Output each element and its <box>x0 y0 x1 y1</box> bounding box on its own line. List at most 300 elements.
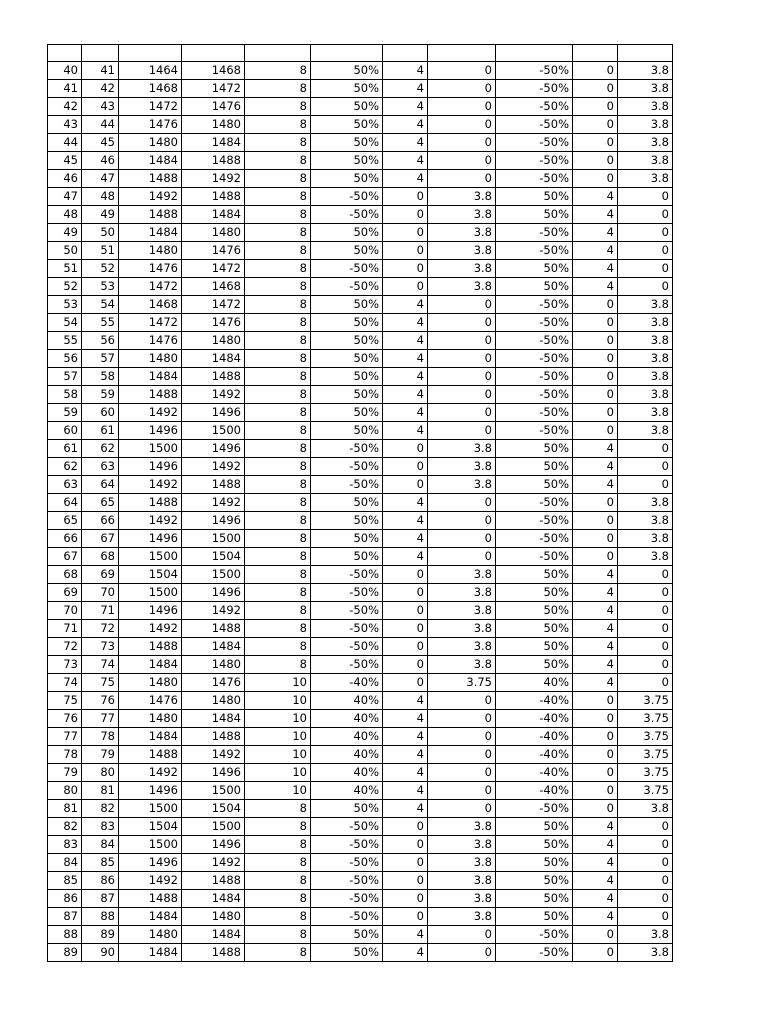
table-cell: 1492 <box>182 170 245 188</box>
table-row <box>48 368 673 386</box>
table-cell: 50% <box>311 152 383 170</box>
table-cell: 1472 <box>182 260 245 278</box>
table-cell: 1500 <box>119 836 182 854</box>
table-cell: -50% <box>496 98 573 116</box>
table-cell: 0 <box>618 656 673 674</box>
table-row <box>48 710 673 728</box>
table-cell: -50% <box>311 440 383 458</box>
table-cell: 0 <box>573 404 618 422</box>
table-cell: 3.75 <box>618 710 673 728</box>
table-cell: 1476 <box>182 314 245 332</box>
table-cell: 8 <box>245 332 311 350</box>
table-cell: 1496 <box>182 764 245 782</box>
table-cell: 0 <box>428 548 496 566</box>
table-cell: 8 <box>245 656 311 674</box>
table-cell: 8 <box>245 80 311 98</box>
table-cell: 3.8 <box>428 584 496 602</box>
table-cell: 10 <box>245 674 311 692</box>
table-cell: 1496 <box>119 458 182 476</box>
table-cell: 50% <box>496 566 573 584</box>
table-cell: 50% <box>311 332 383 350</box>
table-cell: 40% <box>311 764 383 782</box>
table-cell: -50% <box>496 944 573 962</box>
table-cell: -50% <box>311 206 383 224</box>
table-row <box>48 602 673 620</box>
table-cell: 10 <box>245 728 311 746</box>
table-cell: 78 <box>48 746 82 764</box>
table-cell: -50% <box>496 242 573 260</box>
table-cell: 0 <box>428 944 496 962</box>
table-cell: 73 <box>82 638 119 656</box>
table-cell: 4 <box>573 872 618 890</box>
table-cell: 3.8 <box>428 242 496 260</box>
header-cell <box>311 45 383 62</box>
table-cell: 1492 <box>182 746 245 764</box>
table-cell: 0 <box>428 350 496 368</box>
table-cell: 0 <box>383 458 428 476</box>
table-cell: -50% <box>496 800 573 818</box>
table-cell: 61 <box>82 422 119 440</box>
table-row <box>48 944 673 962</box>
table-cell: 4 <box>383 926 428 944</box>
table-cell: 45 <box>82 134 119 152</box>
table-cell: 59 <box>48 404 82 422</box>
table-cell: 4 <box>383 314 428 332</box>
table-cell: 50% <box>496 476 573 494</box>
table-cell: 8 <box>245 620 311 638</box>
table-cell: 1480 <box>182 116 245 134</box>
table-cell: 4 <box>383 368 428 386</box>
table-cell: 1468 <box>119 296 182 314</box>
table-cell: 87 <box>48 908 82 926</box>
table-cell: 48 <box>82 188 119 206</box>
table-cell: 77 <box>48 728 82 746</box>
table-cell: -40% <box>496 764 573 782</box>
table-cell: 1492 <box>119 476 182 494</box>
table-cell: 4 <box>383 296 428 314</box>
table-cell: 1496 <box>182 836 245 854</box>
table-cell: 1488 <box>119 386 182 404</box>
table-cell: 77 <box>82 710 119 728</box>
table-cell: 3.8 <box>618 116 673 134</box>
table-cell: 1500 <box>182 566 245 584</box>
table-cell: 0 <box>573 494 618 512</box>
table-cell: 1480 <box>182 656 245 674</box>
table-cell: 0 <box>428 116 496 134</box>
table-cell: 0 <box>383 620 428 638</box>
table-cell: 1476 <box>182 242 245 260</box>
table-cell: 0 <box>573 368 618 386</box>
table-cell: 0 <box>618 242 673 260</box>
table-cell: -50% <box>496 512 573 530</box>
table-cell: 8 <box>245 242 311 260</box>
table-cell: -50% <box>311 278 383 296</box>
table-cell: 50% <box>496 206 573 224</box>
table-cell: 8 <box>245 404 311 422</box>
table-cell: 0 <box>383 440 428 458</box>
table-cell: 1492 <box>119 188 182 206</box>
table-cell: -50% <box>496 296 573 314</box>
table-cell: 1500 <box>119 800 182 818</box>
table-row <box>48 458 673 476</box>
table-cell: 73 <box>48 656 82 674</box>
table-cell: 8 <box>245 494 311 512</box>
table-cell: 50% <box>496 620 573 638</box>
table-cell: 74 <box>82 656 119 674</box>
table-cell: 40 <box>48 62 82 80</box>
table-cell: 1488 <box>182 944 245 962</box>
table-cell: -50% <box>496 350 573 368</box>
table-cell: 42 <box>82 80 119 98</box>
table-cell: 8 <box>245 908 311 926</box>
table-cell: 3.8 <box>618 62 673 80</box>
table-cell: 0 <box>573 152 618 170</box>
table-cell: 1492 <box>182 854 245 872</box>
table-cell: 4 <box>383 116 428 134</box>
table-cell: 0 <box>428 800 496 818</box>
table-cell: 0 <box>428 368 496 386</box>
table-cell: 3.75 <box>428 674 496 692</box>
table-cell: 4 <box>383 350 428 368</box>
table-cell: 1500 <box>182 530 245 548</box>
table-cell: 0 <box>573 170 618 188</box>
table-cell: 40% <box>311 746 383 764</box>
table-cell: 10 <box>245 692 311 710</box>
table-cell: 1492 <box>119 512 182 530</box>
table-cell: 1480 <box>119 134 182 152</box>
table-cell: 0 <box>573 350 618 368</box>
table-cell: 4 <box>573 674 618 692</box>
table-cell: 79 <box>48 764 82 782</box>
table-cell: 50% <box>496 818 573 836</box>
table-cell: 80 <box>82 764 119 782</box>
table-cell: 3.8 <box>428 656 496 674</box>
table-cell: 1500 <box>182 422 245 440</box>
table-cell: 50% <box>496 854 573 872</box>
table-cell: 8 <box>245 422 311 440</box>
table-cell: 0 <box>573 710 618 728</box>
table-cell: 1484 <box>182 926 245 944</box>
table-cell: 1496 <box>182 584 245 602</box>
table-cell: 0 <box>618 584 673 602</box>
table-cell: 59 <box>82 386 119 404</box>
table-row <box>48 674 673 692</box>
table-cell: 0 <box>618 872 673 890</box>
table-cell: 1472 <box>182 296 245 314</box>
table-cell: 1488 <box>119 494 182 512</box>
table-cell: -50% <box>311 638 383 656</box>
table-cell: 4 <box>383 530 428 548</box>
table-cell: -50% <box>311 566 383 584</box>
table-cell: 3.8 <box>428 836 496 854</box>
table-cell: 0 <box>428 692 496 710</box>
table-cell: 50% <box>496 890 573 908</box>
table-row <box>48 332 673 350</box>
table-cell: 57 <box>82 350 119 368</box>
table-cell: 65 <box>82 494 119 512</box>
table-cell: -50% <box>311 872 383 890</box>
table-row <box>48 98 673 116</box>
table-cell: 80 <box>48 782 82 800</box>
table-cell: 67 <box>48 548 82 566</box>
table-row <box>48 566 673 584</box>
table-cell: 50% <box>311 422 383 440</box>
table-cell: 4 <box>383 692 428 710</box>
table-cell: 8 <box>245 170 311 188</box>
table-cell: 4 <box>573 440 618 458</box>
header-cell <box>182 45 245 62</box>
table-cell: 0 <box>383 638 428 656</box>
table-cell: 3.8 <box>428 188 496 206</box>
table-cell: 56 <box>82 332 119 350</box>
table-row <box>48 854 673 872</box>
table-cell: 8 <box>245 800 311 818</box>
table-row <box>48 188 673 206</box>
table-cell: 70 <box>48 602 82 620</box>
table-row <box>48 584 673 602</box>
header-cell <box>245 45 311 62</box>
table-cell: 3.8 <box>428 890 496 908</box>
table-cell: 76 <box>48 710 82 728</box>
table-cell: 4 <box>573 188 618 206</box>
table-cell: 8 <box>245 62 311 80</box>
table-cell: 8 <box>245 548 311 566</box>
table-row <box>48 746 673 764</box>
table-cell: 0 <box>573 926 618 944</box>
table-cell: 46 <box>82 152 119 170</box>
table-cell: 75 <box>48 692 82 710</box>
table-cell: 8 <box>245 368 311 386</box>
table-cell: 1504 <box>119 818 182 836</box>
table-cell: 4 <box>383 764 428 782</box>
table-cell: 4 <box>573 278 618 296</box>
header-cell <box>618 45 673 62</box>
table-cell: 79 <box>82 746 119 764</box>
table-cell: 1476 <box>182 98 245 116</box>
table-cell: 3.8 <box>428 260 496 278</box>
table-row <box>48 386 673 404</box>
table-row <box>48 62 673 80</box>
table-cell: 0 <box>383 872 428 890</box>
table-cell: -50% <box>496 152 573 170</box>
table-cell: 1480 <box>119 710 182 728</box>
table-cell: 4 <box>383 710 428 728</box>
table-cell: 50% <box>311 134 383 152</box>
table-cell: 83 <box>82 818 119 836</box>
table-cell: 4 <box>383 746 428 764</box>
table-cell: 0 <box>573 62 618 80</box>
table-cell: 4 <box>383 782 428 800</box>
table-row <box>48 170 673 188</box>
table-cell: 0 <box>573 512 618 530</box>
table-cell: 0 <box>383 188 428 206</box>
table-cell: 3.8 <box>428 440 496 458</box>
table-cell: 0 <box>618 260 673 278</box>
table-cell: 4 <box>383 98 428 116</box>
table-cell: -50% <box>311 584 383 602</box>
table-cell: 3.8 <box>618 152 673 170</box>
table-cell: -50% <box>311 458 383 476</box>
table-cell: 74 <box>48 674 82 692</box>
table-row <box>48 242 673 260</box>
table-cell: 1480 <box>182 692 245 710</box>
table-cell: 4 <box>573 836 618 854</box>
header-cell <box>119 45 182 62</box>
table-row <box>48 656 673 674</box>
table-cell: -50% <box>496 422 573 440</box>
table-cell: 50% <box>311 224 383 242</box>
table-cell: 3.8 <box>428 224 496 242</box>
table-cell: 55 <box>82 314 119 332</box>
table-cell: 3.8 <box>618 98 673 116</box>
table-cell: 3.8 <box>428 818 496 836</box>
table-cell: 50% <box>496 602 573 620</box>
table-cell: 0 <box>573 332 618 350</box>
table-cell: 52 <box>48 278 82 296</box>
table-cell: 1484 <box>119 656 182 674</box>
table-cell: 3.8 <box>428 566 496 584</box>
table-cell: 8 <box>245 152 311 170</box>
table-cell: 3.8 <box>618 134 673 152</box>
table-cell: 1492 <box>182 494 245 512</box>
table-cell: 53 <box>48 296 82 314</box>
table-cell: 0 <box>618 818 673 836</box>
table-cell: 51 <box>82 242 119 260</box>
table-cell: 3.8 <box>428 854 496 872</box>
table-cell: 65 <box>48 512 82 530</box>
table-cell: 71 <box>82 602 119 620</box>
table-cell: 50% <box>311 350 383 368</box>
table-cell: 0 <box>428 926 496 944</box>
table-cell: 8 <box>245 638 311 656</box>
table-cell: 4 <box>383 494 428 512</box>
table-cell: 86 <box>48 890 82 908</box>
table-cell: 8 <box>245 314 311 332</box>
table-row <box>48 278 673 296</box>
table-cell: 0 <box>573 782 618 800</box>
table-row <box>48 764 673 782</box>
table-cell: 1480 <box>119 350 182 368</box>
table-cell: 0 <box>573 314 618 332</box>
header-cell <box>48 45 82 62</box>
table-cell: 4 <box>383 62 428 80</box>
table-row <box>48 836 673 854</box>
table-cell: -50% <box>496 386 573 404</box>
table-cell: 3.8 <box>618 350 673 368</box>
table-cell: 82 <box>82 800 119 818</box>
table-cell: 50 <box>48 242 82 260</box>
table-cell: 4 <box>383 386 428 404</box>
table-cell: 4 <box>573 602 618 620</box>
table-cell: 4 <box>573 890 618 908</box>
table-cell: 50% <box>311 170 383 188</box>
table-cell: 8 <box>245 278 311 296</box>
table-cell: -50% <box>496 926 573 944</box>
table-cell: 0 <box>618 278 673 296</box>
table-cell: 8 <box>245 98 311 116</box>
table-cell: 1480 <box>119 242 182 260</box>
table-cell: 3.75 <box>618 764 673 782</box>
table-cell: 1500 <box>182 818 245 836</box>
table-cell: 40% <box>496 674 573 692</box>
table-cell: 60 <box>48 422 82 440</box>
table-cell: 0 <box>428 710 496 728</box>
table-cell: -50% <box>496 224 573 242</box>
table-cell: 49 <box>48 224 82 242</box>
table-row <box>48 548 673 566</box>
table-cell: 8 <box>245 206 311 224</box>
table-cell: 50% <box>311 386 383 404</box>
table-row <box>48 314 673 332</box>
table-row <box>48 530 673 548</box>
table-cell: 50% <box>311 98 383 116</box>
table-cell: 0 <box>618 476 673 494</box>
table-cell: 50% <box>311 80 383 98</box>
table-row <box>48 908 673 926</box>
table-cell: 1488 <box>182 152 245 170</box>
table-cell: 3.8 <box>428 206 496 224</box>
table-cell: 4 <box>383 800 428 818</box>
table-cell: 1488 <box>119 170 182 188</box>
table-cell: 58 <box>48 386 82 404</box>
table-cell: -40% <box>496 782 573 800</box>
table-cell: 3.8 <box>618 494 673 512</box>
table-cell: 64 <box>48 494 82 512</box>
table-cell: 0 <box>573 116 618 134</box>
table-cell: 47 <box>48 188 82 206</box>
table-cell: 4 <box>573 656 618 674</box>
table-cell: 8 <box>245 602 311 620</box>
table-cell: 1480 <box>182 908 245 926</box>
table-cell: 0 <box>383 260 428 278</box>
table-cell: 1480 <box>182 332 245 350</box>
table-cell: -40% <box>496 746 573 764</box>
table-cell: 0 <box>573 98 618 116</box>
table-cell: 82 <box>48 818 82 836</box>
table-cell: 50 <box>82 224 119 242</box>
table-cell: 1476 <box>119 116 182 134</box>
table-cell: 8 <box>245 260 311 278</box>
table-cell: 0 <box>428 494 496 512</box>
table-cell: 81 <box>82 782 119 800</box>
table-cell: 68 <box>82 548 119 566</box>
table-cell: 3.8 <box>428 908 496 926</box>
table-cell: 87 <box>82 890 119 908</box>
table-cell: 1504 <box>182 548 245 566</box>
table-cell: 42 <box>48 98 82 116</box>
table-cell: 1464 <box>119 62 182 80</box>
table-cell: 3.8 <box>618 296 673 314</box>
table-cell: -50% <box>496 170 573 188</box>
table-cell: 1472 <box>182 80 245 98</box>
table-cell: -50% <box>496 368 573 386</box>
table-cell: 89 <box>48 944 82 962</box>
table-cell: 86 <box>82 872 119 890</box>
table-cell: 1472 <box>119 314 182 332</box>
table-cell: 88 <box>48 926 82 944</box>
table-row <box>48 260 673 278</box>
table-cell: 1504 <box>182 800 245 818</box>
table-cell: 0 <box>383 206 428 224</box>
table-cell: 8 <box>245 818 311 836</box>
table-cell: 50% <box>311 494 383 512</box>
table-cell: 4 <box>383 404 428 422</box>
table-cell: 50% <box>311 530 383 548</box>
table-cell: 0 <box>383 584 428 602</box>
table-cell: 0 <box>428 746 496 764</box>
table-cell: 63 <box>82 458 119 476</box>
table-cell: 43 <box>82 98 119 116</box>
